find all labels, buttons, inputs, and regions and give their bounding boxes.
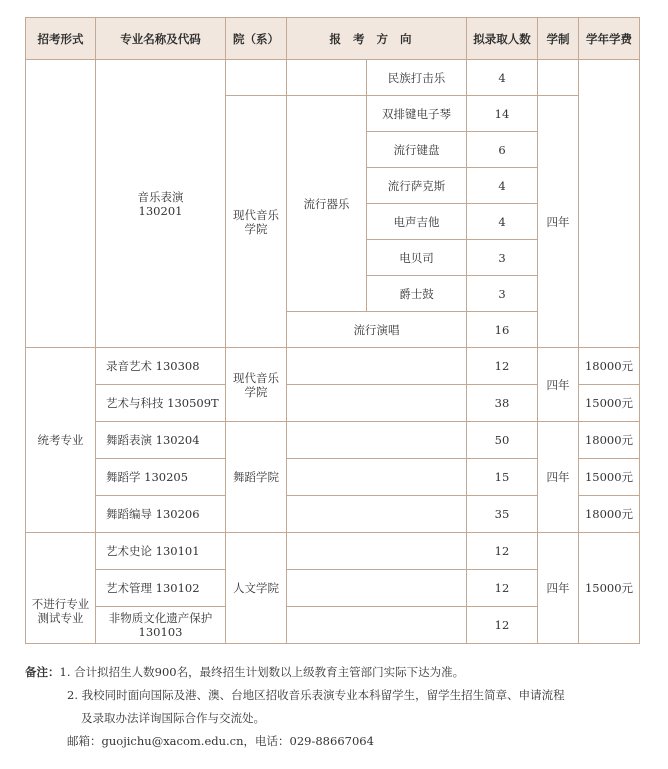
quota-cell: 50 <box>467 422 538 459</box>
mode-text: 不进行专业测试专业 <box>31 597 90 625</box>
direction-cell-empty <box>287 422 467 459</box>
fee-cell: 15000元 <box>579 459 640 496</box>
header-fee: 学年学费 <box>579 18 640 60</box>
quota-cell: 4 <box>467 168 538 204</box>
fee-cell-empty <box>579 60 640 348</box>
header-school: 院（系） <box>226 18 287 60</box>
header-years: 学制 <box>538 18 579 60</box>
direction-cell: 流行萨克斯 <box>367 168 467 204</box>
direction-cell: 双排键电子琴 <box>367 96 467 132</box>
major-cell: 舞蹈编导 130206 <box>96 496 226 533</box>
major-code: 130201 <box>138 203 183 218</box>
subgroup-cell: 流行器乐 <box>287 96 367 312</box>
quota-cell: 4 <box>467 60 538 96</box>
major-cell: 录音艺术 130308 <box>96 348 226 385</box>
note-line-1 <box>25 661 645 684</box>
fee-cell: 15000元 <box>579 533 640 644</box>
note-2b: 及录取办法详询国际合作与交流处。 <box>81 711 265 725</box>
notes-section <box>25 661 645 753</box>
major-cell-performance <box>96 60 226 348</box>
contact-line: 邮箱：guojichu@xacom.edu.cn，电话：029-88667064 <box>67 734 374 748</box>
direction-cell: 爵士鼓 <box>367 276 467 312</box>
fee-cell: 18000元 <box>579 422 640 459</box>
major-cell: 非物质文化遗产保护 130103 <box>96 607 226 644</box>
quota-cell: 38 <box>467 385 538 422</box>
quota-cell: 3 <box>467 276 538 312</box>
direction-cell-empty <box>287 385 467 422</box>
school-cell: 现代音乐学院 <box>226 348 287 422</box>
quota-cell: 12 <box>467 570 538 607</box>
enrollment-table <box>25 17 640 644</box>
direction-cell-empty <box>287 607 467 644</box>
quota-cell: 35 <box>467 496 538 533</box>
table-row <box>26 60 640 96</box>
quota-cell: 12 <box>467 348 538 385</box>
fee-cell: 15000元 <box>579 385 640 422</box>
mode-cell: 统考专业 <box>26 348 96 533</box>
quota-cell: 6 <box>467 132 538 168</box>
quota-cell: 15 <box>467 459 538 496</box>
subgroup-cell-empty <box>287 60 367 96</box>
major-cell: 艺术史论 130101 <box>96 533 226 570</box>
years-cell: 四年 <box>538 533 579 644</box>
notes-label: 备注： <box>25 665 60 679</box>
fee-cell: 18000元 <box>579 348 640 385</box>
quota-cell: 14 <box>467 96 538 132</box>
quota-cell: 12 <box>467 533 538 570</box>
major-cell: 艺术与科技 130509T <box>96 385 226 422</box>
table-row <box>26 422 640 459</box>
direction-cell-empty <box>287 533 467 570</box>
table-row <box>26 533 640 570</box>
direction-cell-empty <box>287 496 467 533</box>
note-1: 1. 合计拟招生人数900名，最终招生计划数以上级教育主管部门实际下达为准。 <box>59 665 465 679</box>
table-row <box>26 348 640 385</box>
direction-cell-empty <box>287 459 467 496</box>
quota-cell: 3 <box>467 240 538 276</box>
major-cell: 舞蹈表演 130204 <box>96 422 226 459</box>
note-2a: 2. 我校同时面向国际及港、澳、台地区招收音乐表演专业本科留学生，留学生招生简章、申请流程 <box>67 688 565 702</box>
major-cell: 艺术管理 130102 <box>96 570 226 607</box>
direction-cell: 电贝司 <box>367 240 467 276</box>
school-cell-empty <box>226 60 287 96</box>
fee-cell: 18000元 <box>579 496 640 533</box>
header-row <box>26 18 640 60</box>
mode-cell-group1 <box>26 60 96 348</box>
years-cell-empty <box>538 60 579 96</box>
direction-cell: 电声吉他 <box>367 204 467 240</box>
direction-cell: 流行键盘 <box>367 132 467 168</box>
years-cell: 四年 <box>538 348 579 422</box>
school-cell: 现代音乐学院 <box>226 96 287 348</box>
direction-cell-empty <box>287 348 467 385</box>
header-direction: 报考方向 <box>287 18 467 60</box>
mode-cell <box>26 533 96 644</box>
header-major: 专业名称及代码 <box>96 18 226 60</box>
direction-cell: 民族打击乐 <box>367 60 467 96</box>
years-cell: 四年 <box>538 422 579 533</box>
quota-cell: 16 <box>467 312 538 348</box>
direction-cell-vocal: 流行演唱 <box>287 312 467 348</box>
school-cell: 舞蹈学院 <box>226 422 287 533</box>
quota-cell: 4 <box>467 204 538 240</box>
school-cell: 人文学院 <box>226 533 287 644</box>
major-name: 音乐表演 <box>137 189 184 204</box>
quota-cell: 12 <box>467 607 538 644</box>
header-quota: 拟录取人数 <box>467 18 538 60</box>
header-mode: 招考形式 <box>26 18 96 60</box>
major-cell: 舞蹈学 130205 <box>96 459 226 496</box>
years-cell: 四年 <box>538 96 579 348</box>
direction-cell-empty <box>287 570 467 607</box>
